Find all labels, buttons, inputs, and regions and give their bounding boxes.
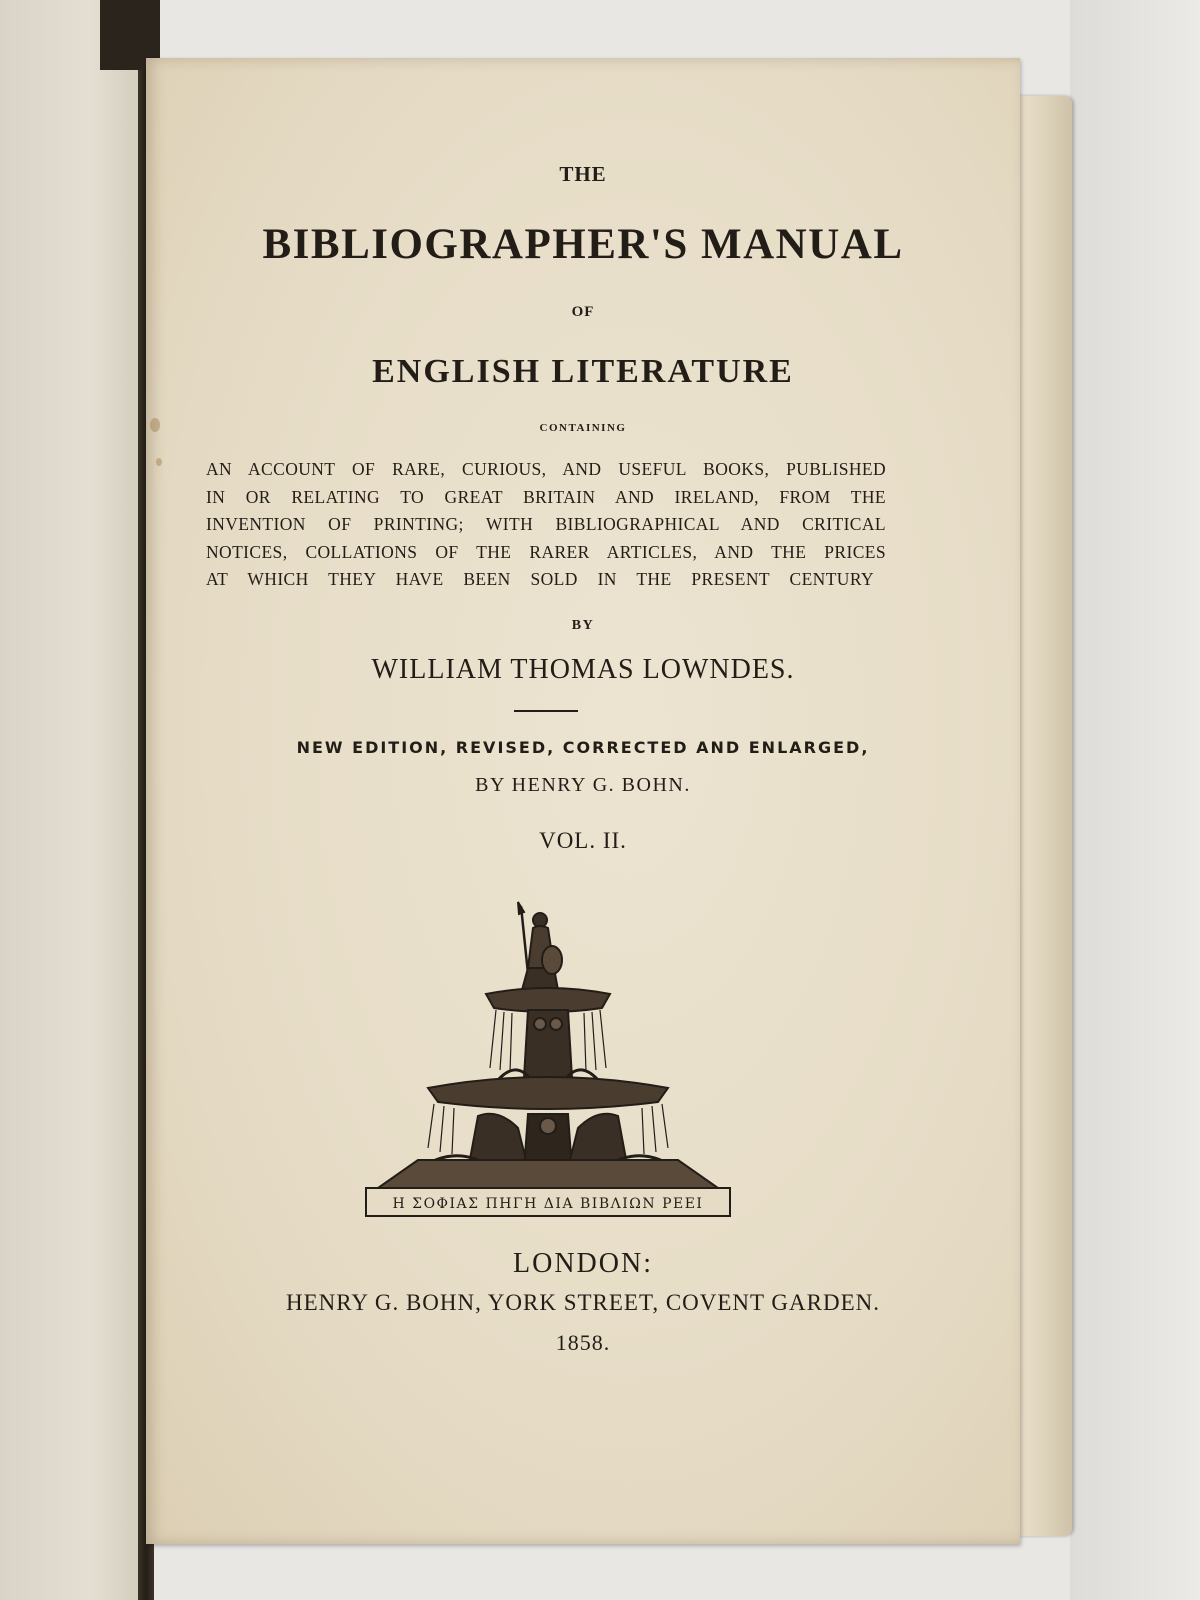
publisher-address: HENRY G. BOHN, YORK STREET, COVENT GARDEN.	[286, 1290, 880, 1315]
main-title: BIBLIOGRAPHER'S MANUAL	[262, 221, 904, 268]
edition-statement: NEW EDITION, REVISED, CORRECTED AND ENLARGED,	[296, 738, 870, 757]
description-line: AN ACCOUNT OF RARE, CURIOUS, AND USEFUL BOOKS, PUBLISHED	[206, 459, 886, 479]
subject-title: ENGLISH LITERATURE	[372, 353, 794, 390]
title-the: THE	[559, 162, 607, 186]
fountain-with-britannia-icon	[358, 898, 738, 1224]
description-line: INVENTION OF PRINTING; WITH BIBLIOGRAPHICAL AND CRITICAL	[206, 514, 886, 534]
title-of: OF	[571, 304, 595, 320]
description-line: NOTICES, COLLATIONS OF THE RARER ARTICLES, AND THE PRICES	[206, 541, 886, 562]
author-name: WILLIAM THOMAS LOWNDES.	[371, 654, 795, 685]
by-label: BY	[571, 618, 595, 633]
divider-rule	[514, 710, 578, 712]
containing-label: CONTAINING	[539, 422, 627, 434]
description-line: AT WHICH THEY HAVE BEEN SOLD IN THE PRESENT CENTURY	[206, 569, 874, 589]
description	[206, 456, 886, 594]
description-line: IN OR RELATING TO GREAT BRITAIN AND IRELAND, FROM THE	[206, 486, 886, 507]
volume-number: VOL. II.	[539, 828, 627, 853]
printer-mark-motto: Η ΣΟΦΙΑΣ ΠΗΓΗ ΔΙΑ ΒΙΒΛΙΩΝ ΡΕΕΙ	[392, 1196, 704, 1212]
publication-place: LONDON:	[513, 1248, 653, 1279]
foxing-spot	[156, 458, 162, 466]
publication-year: 1858.	[555, 1330, 611, 1355]
background	[1070, 0, 1200, 1600]
left-endpaper	[0, 0, 152, 1600]
title-page	[146, 58, 1020, 1544]
editor-name: BY HENRY G. BOHN.	[475, 774, 691, 796]
